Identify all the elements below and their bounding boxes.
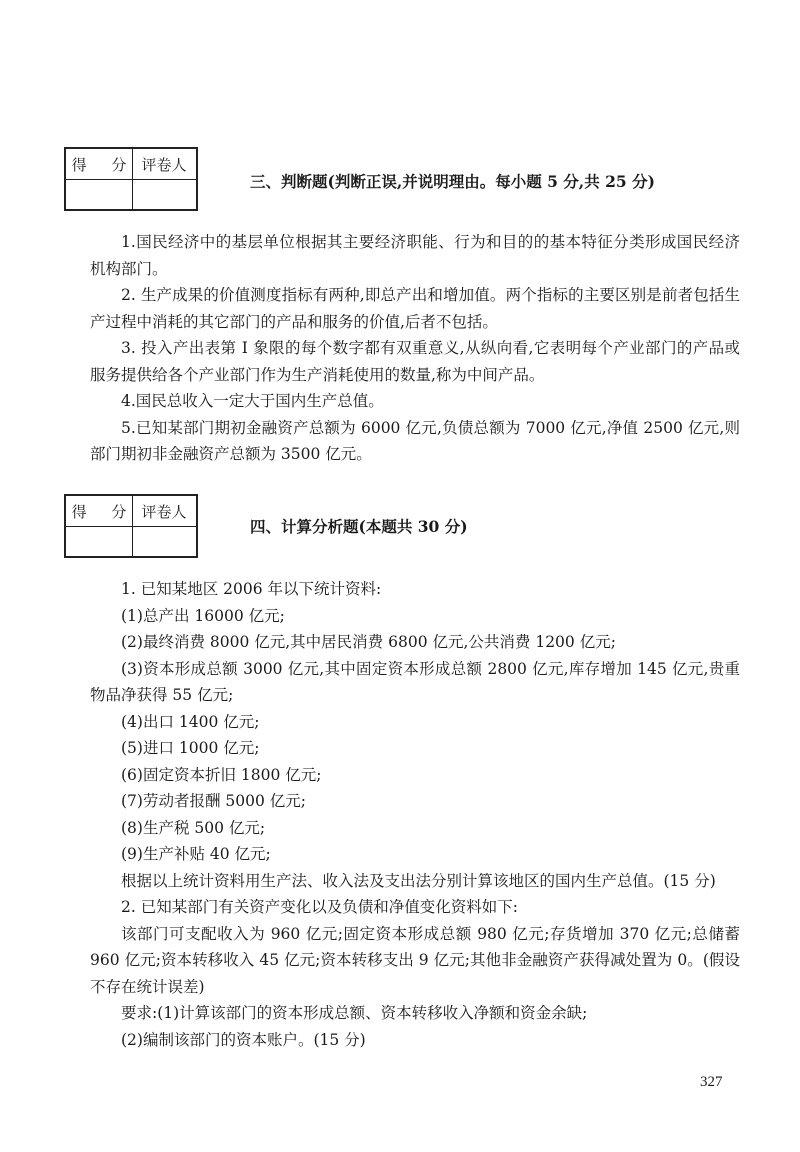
section-3-body <box>90 229 740 468</box>
score-box-section-3 <box>64 147 198 211</box>
question-4-2-data: 该部门可支配收入为 960 亿元;固定资本形成总额 980 亿元;存货增加 370 亿元;总储蓄 960 亿元;资本转移收入 45 亿元;资本转移支出 9 亿元;其他非金融资产获得减处置为 0。(假设不存在统计误差) <box>90 924 740 996</box>
score-box-section-4 <box>64 494 198 558</box>
question-4-1-task: 根据以上统计资料用生产法、收入法及支出法分别计算该地区的国内生产总值。(15 分) <box>121 871 716 890</box>
question-4-1-item: (5)进口 1000 亿元; <box>121 739 260 757</box>
question-4-1-item: (2)最终消费 8000 亿元,其中居民消费 6800 亿元,公共消费 1200 亿元; <box>121 633 616 651</box>
question-3-4: 4.国民总收入一定大于国内生产总值。 <box>121 392 384 410</box>
score-box-header-row <box>66 149 196 180</box>
score-box-entry-row <box>66 526 196 556</box>
question-4-1-item: (4)出口 1400 亿元; <box>121 712 260 731</box>
question-4-1-item: (7)劳动者报酬 5000 亿元; <box>121 792 306 810</box>
question-4-2-intro: 2. 已知某部门有关资产变化以及负债和净值变化资料如下: <box>121 898 518 916</box>
question-3-1: 1.国民经济中的基层单位根据其主要经济职能、行为和目的的基本特征分类形成国民经济机构部门。 <box>90 233 740 278</box>
question-4-1-item: (3)资本形成总额 3000 亿元,其中固定资本形成总额 2800 亿元,库存增加 145 亿元,贵重物品净获得 55 亿元; <box>90 659 740 704</box>
question-4-1-intro: 1. 已知某地区 2006 年以下统计资料: <box>121 580 382 598</box>
score-label: 得 分 <box>66 149 133 179</box>
question-3-5: 5.已知某部门期初金融资产总额为 6000 亿元,负债总额为 7000 亿元,净值 2500 亿元,则部门期初非金融资产总额为 3500 亿元。 <box>90 418 740 463</box>
question-4-1-item: (1)总产出 16000 亿元; <box>121 606 285 625</box>
score-box-header-row <box>66 496 196 527</box>
grader-label: 评卷人 <box>141 502 187 521</box>
grader-entry-cell <box>132 526 196 556</box>
score-label: 得 分 <box>66 496 133 526</box>
question-3-3: 3. 投入产出表第 I 象限的每个数字都有双重意义,从纵向看,它表明每个产业部门的产品或服务提供给各个产业部门作为生产消耗使用的数量,称为中间产品。 <box>90 339 740 384</box>
score-entry-cell <box>66 526 133 556</box>
grader-label: 评卷人 <box>141 155 187 174</box>
question-4-2-requirement-1: 要求:(1)计算该部门的资本形成总额、资本转移收入净额和资金余缺; <box>121 1004 588 1022</box>
section-4-body <box>90 576 740 1053</box>
question-4-1-item: (8)生产税 500 亿元; <box>121 818 266 837</box>
section-4-title: 四、计算分析题(本题共 30 分) <box>250 517 468 536</box>
question-4-2-requirement-2: (2)编制该部门的资本账户。(15 分) <box>121 1030 366 1049</box>
score-box-entry-row <box>66 179 196 209</box>
question-4-1-item: (9)生产补贴 40 亿元; <box>121 845 271 863</box>
section-3-title: 三、判断题(判断正误,并说明理由。每小题 5 分,共 25 分) <box>250 172 655 191</box>
question-3-2: 2. 生产成果的价值测度指标有两种,即总产出和增加值。两个指标的主要区别是前者包括生产过程中消耗的其它部门的产品和服务的价值,后者不包括。 <box>90 286 740 331</box>
score-entry-cell <box>66 179 133 209</box>
page-number: 327 <box>700 1074 723 1090</box>
question-4-1-item: (6)固定资本折旧 1800 亿元; <box>121 765 322 784</box>
grader-entry-cell <box>132 179 196 209</box>
